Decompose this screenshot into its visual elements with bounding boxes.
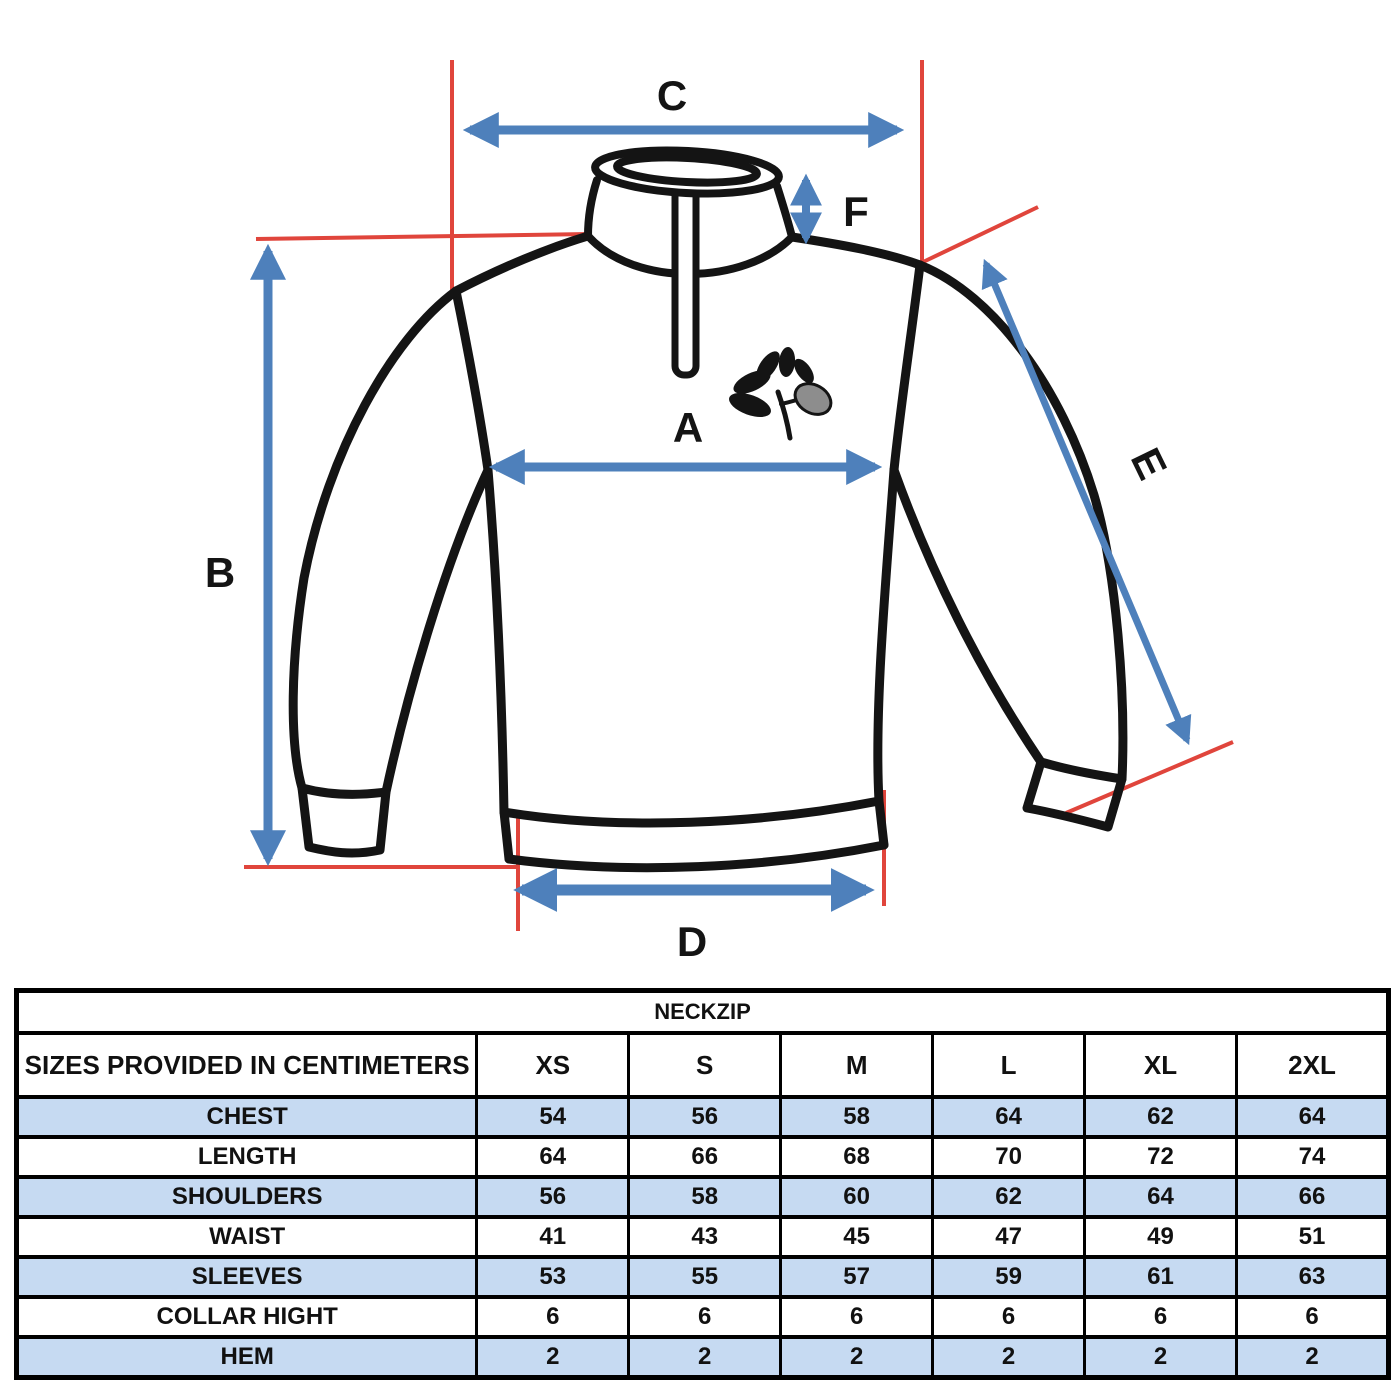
- value-cell: 2: [1237, 1337, 1389, 1378]
- value-cell: 59: [933, 1257, 1085, 1297]
- value-cell: 2: [629, 1337, 781, 1378]
- label-d: D: [676, 918, 708, 965]
- table-row-collar-hight: [17, 1297, 1389, 1337]
- value-cell: 55: [629, 1257, 781, 1297]
- row-label: HEM: [17, 1337, 477, 1378]
- logo-leaf: [778, 346, 797, 377]
- table-title: NECKZIP: [17, 991, 1389, 1034]
- value-cell: 49: [1085, 1217, 1237, 1257]
- value-cell: 61: [1085, 1257, 1237, 1297]
- size-header-m: M: [781, 1033, 933, 1097]
- value-cell: 58: [629, 1177, 781, 1217]
- size-table: [14, 988, 1391, 1380]
- value-cell: 43: [629, 1217, 781, 1257]
- value-cell: 6: [629, 1297, 781, 1337]
- logo-leaf: [726, 388, 774, 422]
- value-cell: 53: [477, 1257, 629, 1297]
- value-cell: 62: [933, 1177, 1085, 1217]
- arrow-e-sleeve: [986, 264, 1187, 740]
- hem-bottom-edge: [509, 845, 884, 868]
- guide-line-length-top: [256, 234, 590, 239]
- value-cell: 68: [781, 1137, 933, 1177]
- value-cell: 57: [781, 1257, 933, 1297]
- table-row-hem: [17, 1337, 1389, 1378]
- cuff-left: [302, 788, 386, 853]
- value-cell: 66: [629, 1137, 781, 1177]
- magnolia-plant-logo: [726, 346, 837, 438]
- row-label: CHEST: [17, 1097, 477, 1137]
- value-cell: 72: [1085, 1137, 1237, 1177]
- sleeve-left-outer: [293, 291, 456, 788]
- value-cell: 56: [629, 1097, 781, 1137]
- value-cell: 2: [1085, 1337, 1237, 1378]
- label-a: A: [672, 404, 704, 451]
- zipper-placket: [675, 183, 696, 375]
- value-cell: 63: [1237, 1257, 1389, 1297]
- raglan-seam-right: [894, 265, 920, 470]
- body-left-edge: [488, 470, 504, 812]
- value-cell: 64: [477, 1137, 629, 1177]
- value-cell: 6: [933, 1297, 1085, 1337]
- unit-label-cell: SIZES PROVIDED IN CENTIMETERS: [17, 1033, 477, 1097]
- value-cell: 62: [1085, 1097, 1237, 1137]
- value-cell: 2: [781, 1337, 933, 1378]
- row-label: COLLAR HIGHT: [17, 1297, 477, 1337]
- body-right-edge: [878, 470, 894, 801]
- value-cell: 70: [933, 1137, 1085, 1177]
- label-c: C: [656, 72, 688, 119]
- size-header-l: L: [933, 1033, 1085, 1097]
- label-e: E: [1121, 440, 1177, 487]
- shoulder-left: [456, 236, 588, 291]
- value-cell: 51: [1237, 1217, 1389, 1257]
- size-header-xl: XL: [1085, 1033, 1237, 1097]
- row-label: LENGTH: [17, 1137, 477, 1177]
- table-row-shoulders: [17, 1177, 1389, 1217]
- row-label: WAIST: [17, 1217, 477, 1257]
- value-cell: 64: [1085, 1177, 1237, 1217]
- logo-stem: [778, 392, 790, 438]
- value-cell: 2: [477, 1337, 629, 1378]
- table-title-row: [17, 991, 1389, 1034]
- value-cell: 64: [933, 1097, 1085, 1137]
- table-row-chest: [17, 1097, 1389, 1137]
- value-cell: 45: [781, 1217, 933, 1257]
- value-cell: 54: [477, 1097, 629, 1137]
- label-f: F: [843, 188, 869, 235]
- raglan-seam-left: [456, 291, 488, 470]
- row-label: SHOULDERS: [17, 1177, 477, 1217]
- row-label: SLEEVES: [17, 1257, 477, 1297]
- value-cell: 56: [477, 1177, 629, 1217]
- value-cell: 74: [1237, 1137, 1389, 1177]
- table-row-length: [17, 1137, 1389, 1177]
- value-cell: 66: [1237, 1177, 1389, 1217]
- guide-line-sleeve-top: [921, 207, 1038, 263]
- table-row-waist: [17, 1217, 1389, 1257]
- label-b: B: [204, 549, 236, 596]
- size-header-2xl: 2XL: [1237, 1033, 1389, 1097]
- size-header-xs: XS: [477, 1033, 629, 1097]
- table-header-row: [17, 1033, 1389, 1097]
- value-cell: 6: [1237, 1297, 1389, 1337]
- value-cell: 60: [781, 1177, 933, 1217]
- sweater-outline: [293, 146, 1123, 867]
- sleeve-left-inner: [386, 470, 488, 792]
- shoulder-right: [792, 237, 920, 265]
- value-cell: 64: [1237, 1097, 1389, 1137]
- hem-left-edge: [504, 812, 509, 859]
- collar-right-edge: [777, 186, 792, 237]
- value-cell: 58: [781, 1097, 933, 1137]
- value-cell: 6: [477, 1297, 629, 1337]
- value-cell: 6: [1085, 1297, 1237, 1337]
- size-header-s: S: [629, 1033, 781, 1097]
- value-cell: 47: [933, 1217, 1085, 1257]
- value-cell: 41: [477, 1217, 629, 1257]
- hem-right-edge: [879, 801, 884, 845]
- table-row-sleeves: [17, 1257, 1389, 1297]
- value-cell: 6: [781, 1297, 933, 1337]
- measure-arrows: [268, 130, 1187, 890]
- sleeve-right-inner: [894, 470, 1041, 762]
- collar-left-edge: [588, 180, 597, 236]
- value-cell: 2: [933, 1337, 1085, 1378]
- hem-top-edge: [504, 801, 879, 823]
- logo-leaf-gray: [790, 377, 837, 420]
